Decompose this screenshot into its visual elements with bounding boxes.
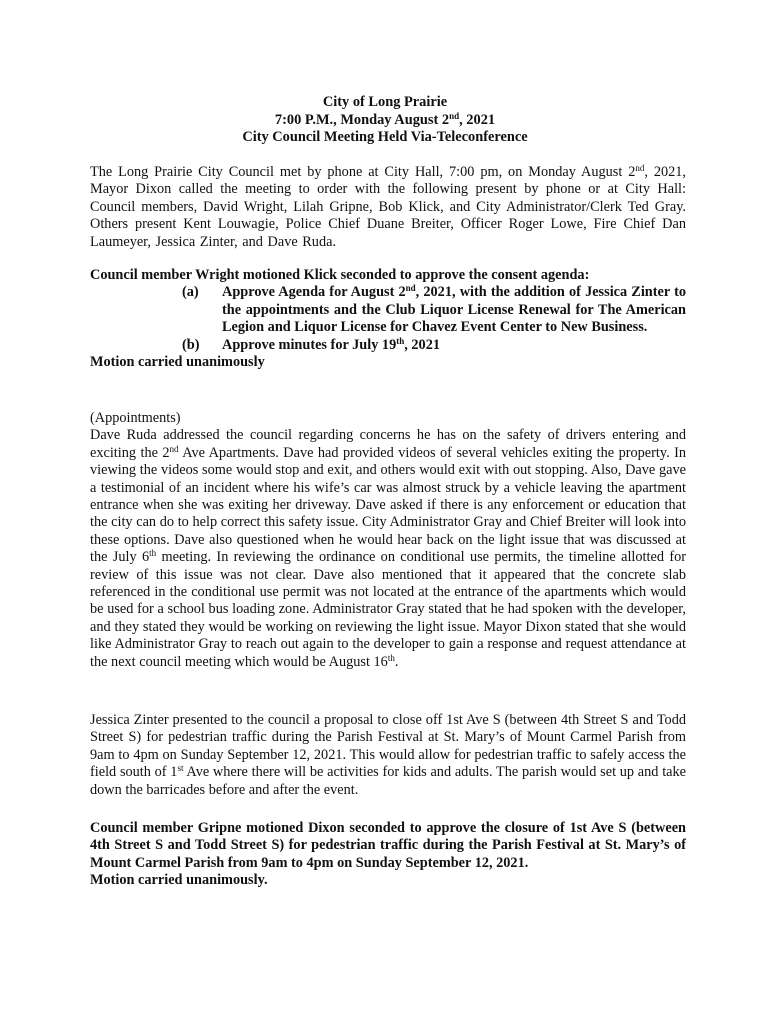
appointments-section <box>90 410 686 671</box>
consent-motion: Council member Wright motioned Klick seconded to approve the consent agenda: <box>90 267 590 283</box>
closure-motion-section <box>90 820 686 890</box>
appointments-paragraph: Dave Ruda addressed the council regarding concerns he has on the safety of drivers entering and exciting the 2nd Ave Apartments. Dave had provided videos of several vehicles exiting the property. In viewing the videos some would stop and exit, and others would exit with out stopping. Also, Dave gave a testimonial of an incident where his wife’s car was almost struck by a vehicle leaving the apartment entrance when she was exiting her driveway. Dave asked if there is any enforcement or education that the city can do to help correct this safety issue. City Administrator Gray and Chief Breiter will look into these options. Dave also questioned when he would hear back on the light issue that was discussed at the July 6th meeting. In reviewing the ordinance on conditional use permits, the timeline allotted for review of this issue was not clear. Dave also mentioned that it appeared that the concrete slab referenced in the conditional use permit was not located at the entrance of the apartments which would be used for a school bus loading zone. Administrator Gray stated that he had spoken with the developer, and they stated they would be working on reviewing the light issue. Mayor Dixon stated that she would like Administrator Gray to reach out again to the developer to gain a response and request attendance at the next council meeting which would be August 16th. <box>90 427 686 670</box>
consent-item-a: (a) Approve Agenda for August 2nd, 2021, with the addition of Jessica Zinter to the appointments and the Club Liquor License Renewal for The American Legion and Liquor License for Chavez Event Center to New Business. <box>182 283 686 336</box>
city-name: City of Long Prairie <box>322 94 448 110</box>
meeting-type: City Council Meeting Held Via-Teleconference <box>242 129 528 146</box>
consent-item-b: (b) Approve minutes for July 19th, 2021 <box>182 335 440 353</box>
closure-motion: Council member Gripne motioned Dixon seconded to approve the closure of 1st Ave S (between 4th Street S and Todd Street S) for pedestrian traffic during the Parish Festival at St. Mary’s of Mount Carmel Parish from 9am to 4pm on Sunday September 12, 2021. <box>90 820 686 871</box>
consent-agenda-section <box>90 267 686 371</box>
motion-result: Motion carried unanimously <box>90 354 265 371</box>
intro-paragraph: The Long Prairie City Council met by phone at City Hall, 7:00 pm, on Monday August 2nd, 2021, Mayor Dixon called the meeting to order with the following present by phone or at City Hall: Council members, David Wright, Lilah Gripne, Bob Klick, and City Administrator/Clerk Ted Gray. Others present Kent Louwagie, Police Chief Duane Breiter, Officer Roger Lowe, Fire Chief Dan Laumeyer, Jessica Zinter, and Dave Ruda. <box>90 163 686 250</box>
item-label: (b) <box>182 336 200 353</box>
jessica-zinter-paragraph: Jessica Zinter presented to the council a proposal to close off 1st Ave S (between 4th Street S and Todd Street S) for pedestrian traffic during the Parish Festival at St. Mary’s of Mount Carmel Parish from 9am to 4pm on Sunday September 12, 2021. This would allow for pedestrian traffic to safely access the field south of 1st Ave where there will be activities for kids and adults. The parish would set up and take down the barricades before and after the event. <box>90 712 687 798</box>
motion-result: Motion carried unanimously. <box>90 872 268 889</box>
document-header <box>90 94 680 147</box>
meeting-time-date: 7:00 P.M., Monday August 2nd, 2021 <box>274 110 496 128</box>
appointments-heading: (Appointments) <box>90 410 181 426</box>
item-label: (a) <box>182 284 199 301</box>
